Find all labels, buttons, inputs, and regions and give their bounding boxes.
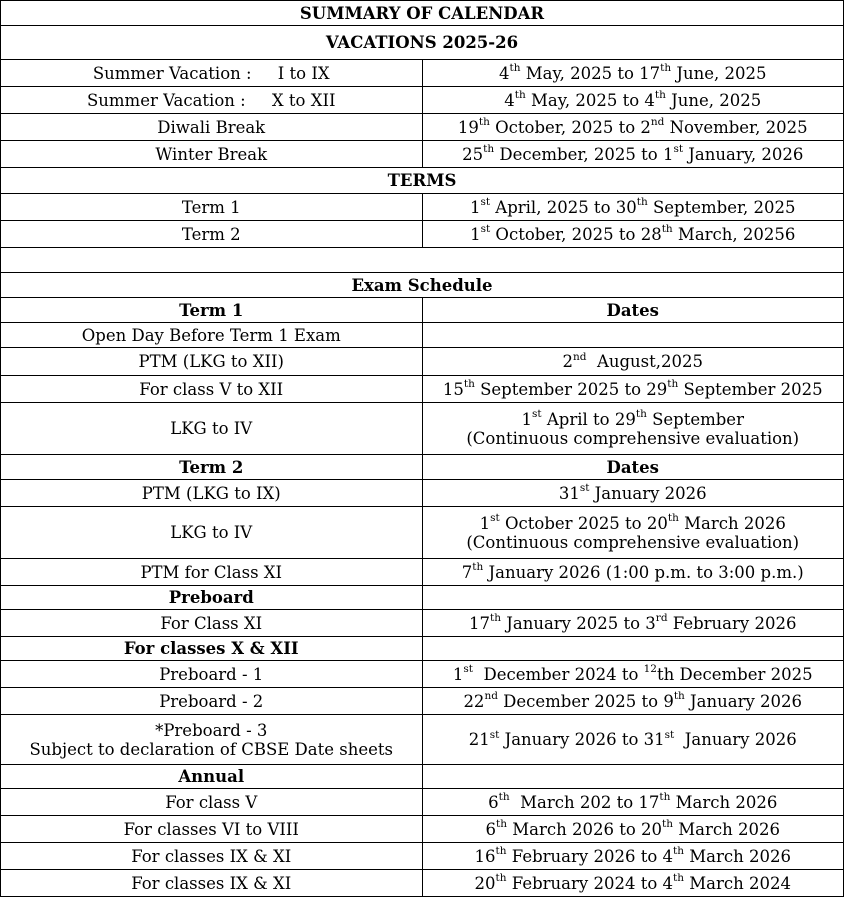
vacation-label: Winter Break bbox=[1, 141, 423, 168]
ordinal-suffix: nd bbox=[650, 116, 665, 128]
classes-x-xii-heading: For classes X & XII bbox=[1, 637, 423, 661]
ordinal-suffix: th bbox=[496, 818, 507, 830]
ordinal-suffix: st bbox=[673, 143, 684, 155]
ptm-date: 2nd August,2025 bbox=[422, 348, 844, 376]
annual-heading-blank bbox=[422, 765, 844, 789]
terms-heading: TERMS bbox=[1, 168, 844, 194]
term-label: Term 1 bbox=[1, 194, 423, 221]
lkg-date bbox=[422, 403, 844, 455]
vacation-label: Summer Vacation : I to IX bbox=[1, 60, 423, 87]
vacation-date: 4th May, 2025 to 17th June, 2025 bbox=[422, 60, 844, 87]
blank-row bbox=[1, 248, 844, 273]
open-day-label: Open Day Before Term 1 Exam bbox=[1, 323, 423, 348]
lkg-date bbox=[422, 507, 844, 559]
preboard-3-title: *Preboard - 3 bbox=[155, 720, 268, 740]
ordinal-suffix: th bbox=[509, 62, 521, 74]
annual-date: 6th March 2026 to 20th March 2026 bbox=[422, 816, 844, 843]
preboard-3-date: 21st January 2026 to 31st January 2026 bbox=[422, 715, 844, 765]
preboard-3-label bbox=[1, 715, 423, 765]
ordinal-suffix: st bbox=[490, 512, 500, 524]
ordinal-suffix: rd bbox=[655, 612, 668, 624]
lkg-label: LKG to IV bbox=[1, 403, 423, 455]
ordinal-suffix: th bbox=[490, 612, 501, 624]
annual-label: For classes IX & XI bbox=[1, 843, 423, 870]
annual-date: 20th February 2024 to 4th March 2024 bbox=[422, 870, 844, 897]
ordinal-suffix: th bbox=[661, 223, 673, 235]
vacation-date: 25th December, 2025 to 1st January, 2026 bbox=[422, 141, 844, 168]
ordinal-suffix: st bbox=[579, 482, 590, 494]
annual-label: For class V bbox=[1, 789, 423, 816]
annual-label: For classes IX & XI bbox=[1, 870, 423, 897]
ptm-label: PTM (LKG to IX) bbox=[1, 480, 423, 507]
ordinal-suffix: th bbox=[654, 89, 666, 101]
preboard-xi-label: For Class XI bbox=[1, 610, 423, 637]
annual-label: For classes VI to VIII bbox=[1, 816, 423, 843]
ordinal-suffix: st bbox=[480, 223, 491, 235]
term-label: Term 2 bbox=[1, 221, 423, 248]
ordinal-suffix: st bbox=[489, 728, 500, 741]
ordinal-suffix: st bbox=[463, 663, 473, 675]
ordinal-suffix: th bbox=[514, 89, 526, 101]
ordinal-suffix: th bbox=[495, 872, 507, 884]
lkg-date-note: (Continuous comprehensive evaluation) bbox=[466, 532, 800, 552]
vacation-label: Summer Vacation : X to XII bbox=[1, 87, 423, 114]
ordinal-suffix: th bbox=[659, 791, 671, 803]
term1-dates-heading: Dates bbox=[422, 298, 844, 323]
ordinal-suffix: th bbox=[667, 378, 679, 390]
ordinal-suffix: st bbox=[664, 728, 675, 741]
ordinal-suffix: st bbox=[480, 196, 491, 208]
ordinal-suffix: th bbox=[495, 845, 507, 857]
annual-date: 6th March 202 to 17th March 2026 bbox=[422, 789, 844, 816]
vacation-date: 19th October, 2025 to 2nd November, 2025 bbox=[422, 114, 844, 141]
lkg-date-note: (Continuous comprehensive evaluation) bbox=[466, 428, 800, 448]
ordinal-suffix: th bbox=[635, 408, 647, 420]
lkg-date-range: 1st April to 29th September bbox=[521, 408, 744, 429]
classes-x-xii-blank bbox=[422, 637, 844, 661]
ordinal-suffix: st bbox=[532, 408, 542, 420]
exam-schedule-heading: Exam Schedule bbox=[1, 273, 844, 298]
preboard-3-note: Subject to declaration of CBSE Date sheets bbox=[29, 739, 393, 759]
lkg-date-range: 1st October 2025 to 20th March 2026 bbox=[479, 512, 786, 533]
ordinal-suffix: th bbox=[673, 690, 685, 702]
class-v-xii-label: For class V to XII bbox=[1, 376, 423, 403]
ptm-class-xi-date: 7th January 2026 (1:00 p.m. to 3:00 p.m.) bbox=[422, 559, 844, 586]
term-date: 1st April, 2025 to 30th September, 2025 bbox=[422, 194, 844, 221]
annual-date: 16th February 2026 to 4th March 2026 bbox=[422, 843, 844, 870]
preboard-2-label: Preboard - 2 bbox=[1, 688, 423, 715]
term1-heading: Term 1 bbox=[1, 298, 423, 323]
ptm-class-xi-label: PTM for Class XI bbox=[1, 559, 423, 586]
ordinal-suffix: th bbox=[660, 62, 672, 74]
lkg-label: LKG to IV bbox=[1, 507, 423, 559]
ordinal-suffix: nd bbox=[484, 690, 498, 702]
class-v-xii-date: 15th September 2025 to 29th September 2025 bbox=[422, 376, 844, 403]
ordinal-suffix: th bbox=[662, 818, 674, 830]
ptm-label: PTM (LKG to XII) bbox=[1, 348, 423, 376]
ptm-date: 31st January 2026 bbox=[422, 480, 844, 507]
term2-heading: Term 2 bbox=[1, 455, 423, 480]
ordinal-suffix: 12 bbox=[643, 663, 657, 675]
vacation-date: 4th May, 2025 to 4th June, 2025 bbox=[422, 87, 844, 114]
ordinal-suffix: th bbox=[498, 791, 510, 803]
ordinal-suffix: th bbox=[478, 116, 490, 128]
term-date: 1st October, 2025 to 28th March, 20256 bbox=[422, 221, 844, 248]
ordinal-suffix: th bbox=[483, 143, 495, 155]
preboard-xi-date: 17th January 2025 to 3rd February 2026 bbox=[422, 610, 844, 637]
ordinal-suffix: th bbox=[472, 561, 484, 573]
ordinal-suffix: th bbox=[636, 196, 648, 208]
page-title: SUMMARY OF CALENDAR bbox=[1, 1, 844, 26]
preboard-1-date: 1st December 2024 to $^{12}$th December 2025 bbox=[422, 661, 844, 688]
preboard-1-label: Preboard - 1 bbox=[1, 661, 423, 688]
open-day-date bbox=[422, 323, 844, 348]
ordinal-suffix: th bbox=[673, 872, 684, 884]
term2-dates-heading: Dates bbox=[422, 455, 844, 480]
vacations-heading: VACATIONS 2025-26 bbox=[1, 26, 844, 60]
ordinal-suffix: th bbox=[667, 512, 679, 524]
ordinal-suffix: th bbox=[673, 845, 684, 857]
preboard-heading: Preboard bbox=[1, 586, 423, 610]
ordinal-suffix: nd bbox=[572, 350, 587, 363]
vacation-label: Diwali Break bbox=[1, 114, 423, 141]
annual-heading: Annual bbox=[1, 765, 423, 789]
ordinal-suffix: th bbox=[463, 378, 475, 390]
preboard-heading-blank bbox=[422, 586, 844, 610]
preboard-2-date: 22nd December 2025 to 9th January 2026 bbox=[422, 688, 844, 715]
